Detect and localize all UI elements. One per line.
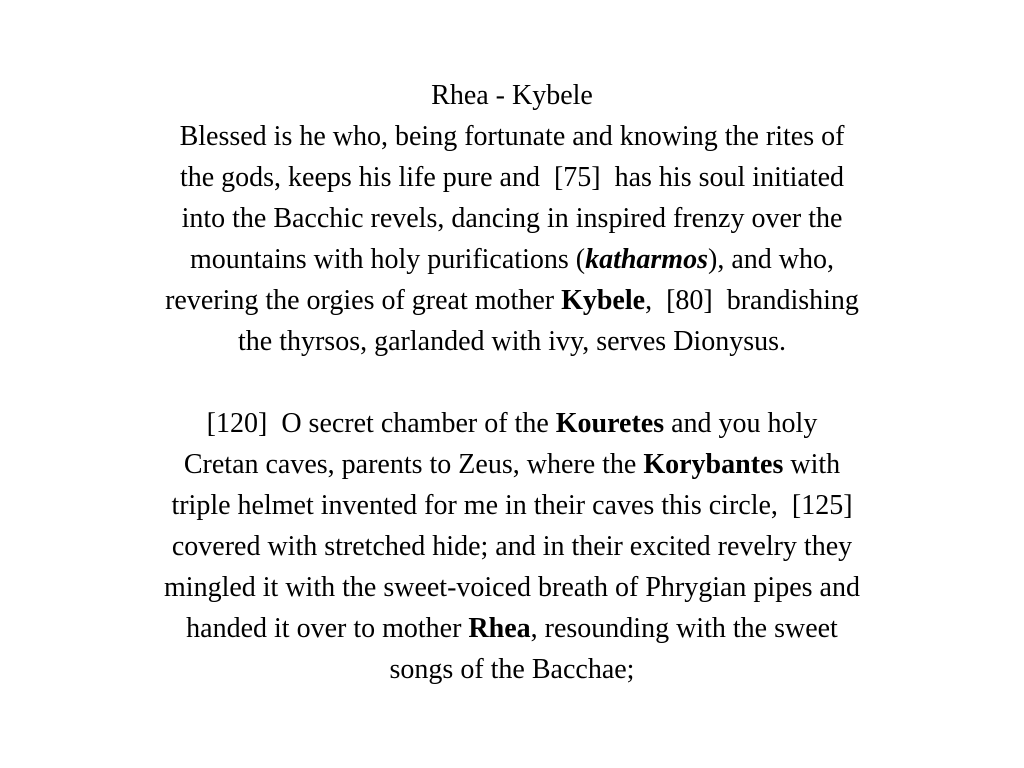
p2-line-1	[80, 403, 944, 444]
p2-line-4: covered with stretched hide; and in their excited revelry they	[171, 531, 853, 562]
p2-line-6-end: , resounding with the sweet	[530, 613, 838, 644]
p2-line-3: triple helmet invented for me in their caves this circle, [125]	[171, 490, 853, 521]
p2-line-2	[80, 444, 944, 485]
p2-line-1-start: [120] O secret chamber of the	[206, 408, 556, 439]
p1-line-5-start: revering the orgies of great mother	[165, 285, 562, 316]
term-kybele: Kybele	[561, 285, 646, 316]
paragraph-gap	[80, 362, 944, 403]
paragraph-2	[80, 403, 944, 690]
p1-line-6: the thyrsos, garlanded with ivy, serves Dionysus.	[238, 326, 786, 357]
term-kouretes: Kouretes	[555, 408, 665, 439]
p2-line-6	[80, 608, 944, 649]
term-korybantes: Korybantes	[643, 449, 784, 480]
p2-line-6-start: handed it over to mother	[186, 613, 469, 644]
p2-line-7: songs of the Bacchae;	[389, 654, 635, 685]
term-katharmos: katharmos	[585, 244, 708, 275]
p2-line-5: mingled it with the sweet-voiced breath of Phrygian pipes and	[164, 572, 860, 603]
p1-line-4-end: ), and who,	[708, 244, 834, 275]
term-rhea: Rhea	[468, 613, 531, 644]
p2-line-2-end: with	[783, 449, 841, 480]
p2-line-1-end: and you holy	[664, 408, 818, 439]
p1-line-2: the gods, keeps his life pure and [75] has his soul initiated	[179, 162, 845, 193]
p1-line-5-end: , [80] brandishing	[645, 285, 859, 316]
p1-line-4	[80, 239, 944, 280]
p1-line-1: Blessed is he who, being fortunate and knowing the rites of	[179, 121, 845, 152]
p1-line-4-start: mountains with holy purifications (	[190, 244, 586, 275]
p1-line-5	[80, 280, 944, 321]
p2-line-2-start: Cretan caves, parents to Zeus, where the	[183, 449, 644, 480]
slide-title: Rhea - Kybele	[431, 80, 593, 111]
text-body	[80, 75, 944, 690]
p1-line-3: into the Bacchic revels, dancing in inspired frenzy over the	[181, 203, 843, 234]
paragraph-1	[80, 116, 944, 362]
